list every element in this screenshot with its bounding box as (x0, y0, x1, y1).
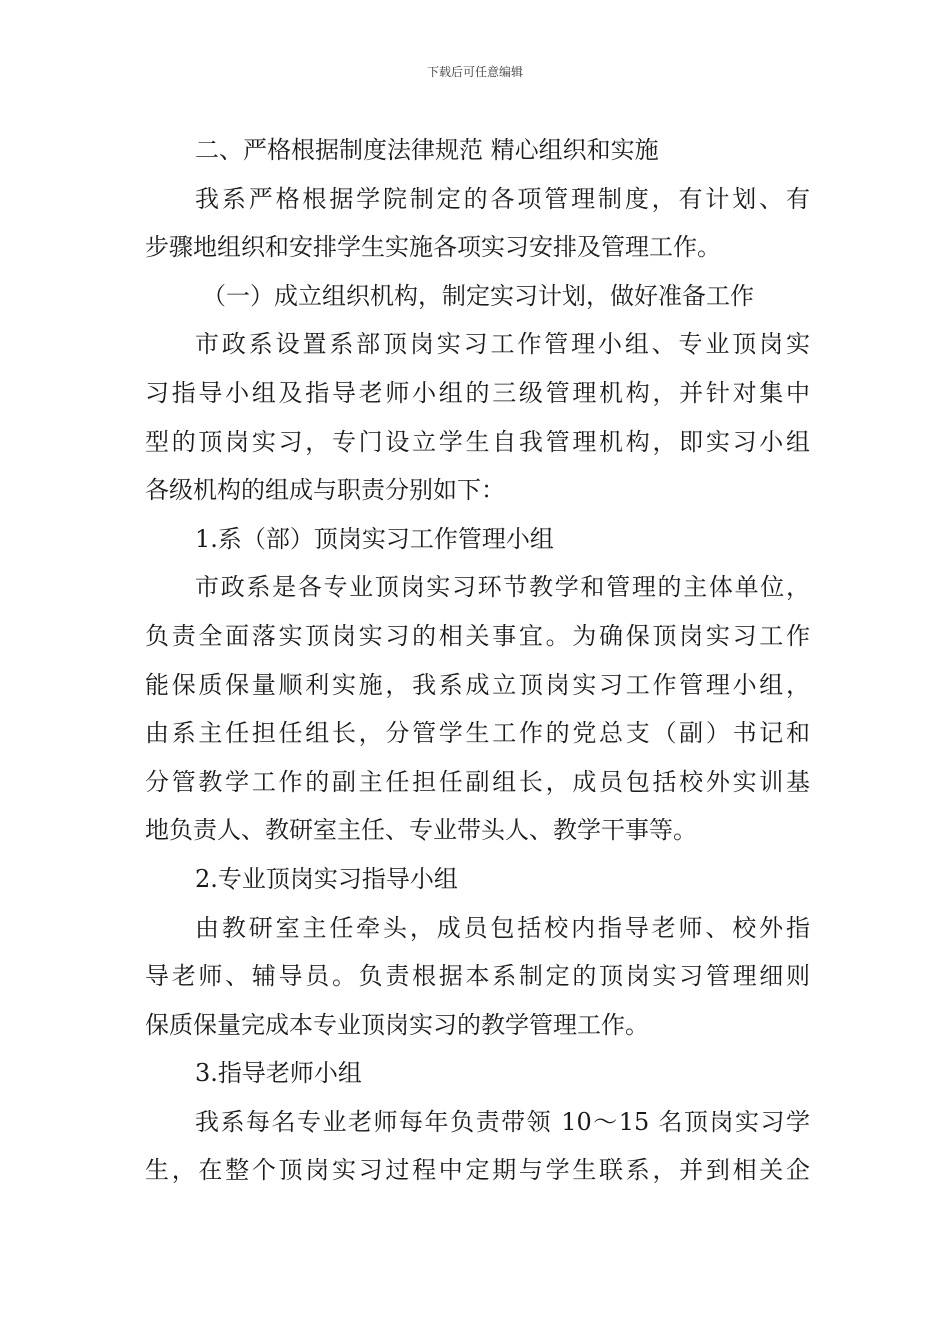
paragraph-line: 步骤地组织和安排学生实施各项实习安排及管理工作。 (145, 233, 721, 262)
paragraph-line: 我系每名专业老师每年负责带领 10～15 名顶岗实习学 (195, 1107, 810, 1136)
paragraph-line: 型的顶岗实习，专门设立学生自我管理机构，即实习小组 (145, 427, 810, 456)
paragraph-line: 负责全面落实顶岗实习的相关事宜。为确保顶岗实习工作 (145, 621, 810, 650)
paragraph-line: 导老师、辅导员。负责根据本系制定的顶岗实习管理细则 (145, 962, 810, 991)
paragraph-line: 生，在整个顶岗实习过程中定期与学生联系，并到相关企 (145, 1156, 810, 1185)
paragraph-line: 能保质保量顺利实施，我系成立顶岗实习工作管理小组， (145, 670, 810, 699)
paragraph-line: 分管教学工作的副主任担任副组长，成员包括校外实训基 (145, 767, 810, 796)
item-heading: 1.系（部）顶岗实习工作管理小组 (195, 524, 554, 553)
subsection-heading: （一）成立组织机构，制定实习计划，做好准备工作 (202, 281, 754, 310)
paragraph-line: 习指导小组及指导老师小组的三级管理机构，并针对集中 (145, 378, 810, 407)
document-body (145, 126, 810, 1195)
item-heading: 2.专业顶岗实习指导小组 (195, 864, 458, 893)
item-heading: 3.指导老师小组 (195, 1059, 362, 1088)
page-header: 下载后可任意编辑 (426, 65, 523, 79)
paragraph-line: 各级机构的组成与职责分别如下： (145, 476, 505, 505)
paragraph-line: 地负责人、教研室主任、专业带头人、教学干事等。 (145, 816, 697, 845)
paragraph-line: 保质保量完成本专业顶岗实习的教学管理工作。 (145, 1010, 649, 1039)
paragraph-line: 由系主任担任组长，分管学生工作的党总支（副）书记和 (145, 719, 810, 748)
paragraph-line: 市政系设置系部顶岗实习工作管理小组、专业顶岗实 (195, 330, 810, 359)
paragraph-line: 我系严格根据学院制定的各项管理制度，有计划、有 (195, 184, 810, 213)
paragraph-line: 市政系是各专业顶岗实习环节教学和管理的主体单位， (195, 573, 810, 602)
paragraph-line: 由教研室主任牵头，成员包括校内指导老师、校外指 (195, 913, 810, 942)
section-heading: 二、严格根据制度法律规范 精心组织和实施 (195, 136, 659, 164)
